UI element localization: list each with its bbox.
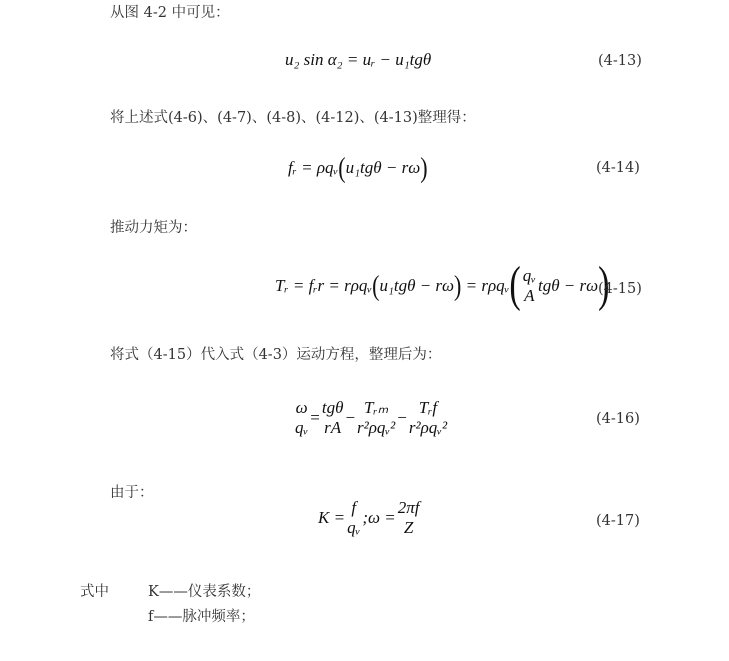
equation-label: (4-15) bbox=[598, 281, 642, 297]
equation-label: (4-14) bbox=[596, 160, 640, 176]
equation-label: (4-16) bbox=[596, 411, 640, 427]
fraction bbox=[357, 398, 395, 438]
numerator: qᵥ bbox=[522, 266, 536, 285]
equation-4-17 bbox=[318, 498, 421, 538]
denominator: qᵥ bbox=[347, 518, 361, 537]
eq-lhs: u₂ sin α₂ bbox=[285, 50, 343, 69]
equation-4-13 bbox=[285, 50, 431, 70]
fraction bbox=[347, 498, 360, 538]
numerator: f bbox=[351, 498, 357, 517]
numerator: tgθ bbox=[321, 398, 344, 417]
equation-4-14: fᵣ = ρqᵥ ( u₁tgθ − rω ) bbox=[288, 151, 428, 184]
denominator: r²ρqᵥ² bbox=[357, 418, 396, 437]
equation-4-15: Tᵣ = fᵣr = rρqᵥ ( u₁tgθ − rω ) = rρqᵥ ( qᵥ A tgθ − rω ) bbox=[275, 258, 610, 313]
where-label: 式中 bbox=[80, 584, 109, 600]
equation-label: (4-17) bbox=[596, 513, 640, 529]
definition-K: K——仪表系数； bbox=[148, 584, 261, 600]
numerator: ω bbox=[295, 398, 308, 417]
denominator: qᵥ bbox=[295, 418, 309, 437]
numerator: 2πf bbox=[397, 498, 420, 517]
denominator: r²ρqᵥ² bbox=[408, 418, 448, 437]
equation-4-16: ω qᵥ = tgθ rA − Tᵣₘ r²ρqᵥ² − Tᵣf r²ρqᵥ² bbox=[295, 398, 448, 437]
numerator: Tᵣₘ bbox=[364, 398, 389, 417]
since-text: 由于： bbox=[110, 485, 154, 501]
eq-part: ;ω = bbox=[362, 508, 396, 527]
eq-part: tgθ − rω bbox=[537, 276, 599, 295]
numerator: Tᵣf bbox=[418, 398, 438, 417]
fraction bbox=[322, 398, 344, 438]
combine-text: 将上述式(4-6)、(4-7)、(4-8)、(4-12)、(4-13)整理得： bbox=[110, 110, 476, 126]
substitute-text: 将式（4-15）代入式（4-3）运动方程，整理后为： bbox=[110, 347, 442, 363]
intro-text: 从图 4-2 中可见： bbox=[110, 5, 230, 21]
eq-part: Tᵣ = fᵣr = rρqᵥ bbox=[275, 276, 373, 295]
fraction bbox=[295, 398, 308, 438]
eq-inner: u₁tgθ − rω bbox=[379, 276, 455, 295]
denominator: A bbox=[524, 286, 535, 305]
equation-label: (4-13) bbox=[598, 53, 642, 69]
denominator: rA bbox=[324, 418, 342, 437]
denominator: Z bbox=[403, 518, 414, 537]
fraction bbox=[409, 398, 447, 438]
eq-lhs: fᵣ = ρqᵥ bbox=[288, 158, 339, 177]
torque-text: 推动力矩为： bbox=[110, 220, 197, 236]
definition-f: f——脉冲频率； bbox=[148, 609, 255, 625]
eq-inner: u₁tgθ − rω bbox=[345, 158, 421, 177]
eq-part: K = bbox=[318, 508, 346, 527]
fraction bbox=[523, 266, 536, 306]
fraction bbox=[398, 498, 420, 538]
eq-part: = rρqᵥ bbox=[465, 276, 510, 295]
eq-rhs: = uᵣ − u₁tgθ bbox=[346, 50, 432, 69]
